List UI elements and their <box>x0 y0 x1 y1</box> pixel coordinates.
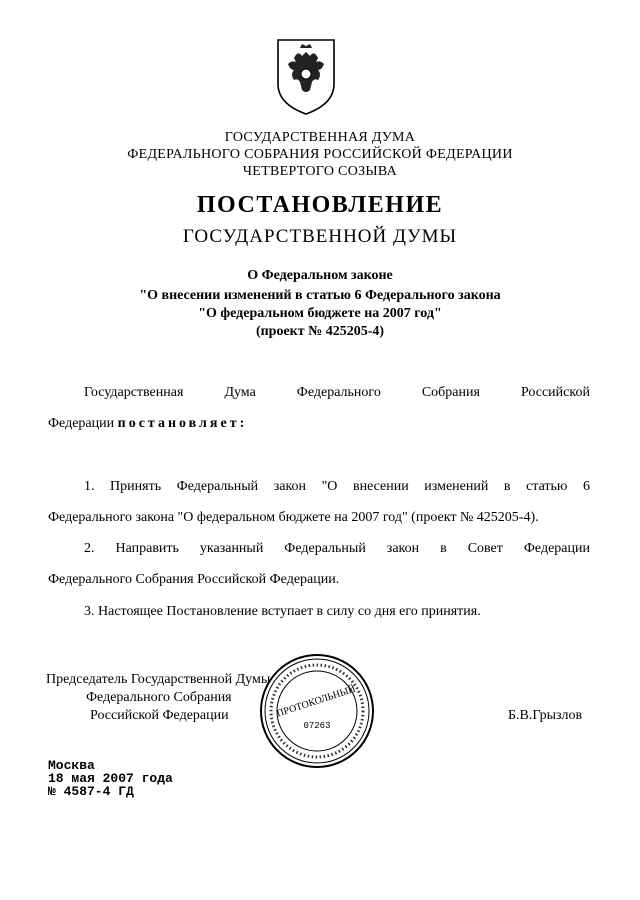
item-2-word: закон <box>386 541 420 556</box>
item-2-word: Совет <box>467 541 503 556</box>
preamble-line-2 <box>48 416 247 432</box>
signatory-name: Б.В.Грызлов <box>508 708 583 723</box>
item-1-word: закон <box>273 479 307 494</box>
document-title: ПОСТАНОВЛЕНИЕ <box>196 192 444 218</box>
subject-line-2: "О внесении изменений в статью 6 Федерального закона <box>139 288 501 303</box>
item-2-line-1 <box>84 541 590 557</box>
item-2-word: 2. <box>84 541 95 556</box>
item-1-word: в <box>503 479 511 494</box>
header-line-2: ФЕДЕРАЛЬНОГО СОБРАНИЯ РОССИЙСКОЙ ФЕДЕРАЦИИ <box>127 147 513 162</box>
document-subtitle: ГОСУДАРСТВЕННОЙ ДУМЫ <box>182 226 458 247</box>
item-3-line-1: 3. Настоящее Постановление вступает в силу со дня его принятия. <box>84 604 481 619</box>
item-1-line-1 <box>84 479 590 495</box>
item-2-word: в <box>440 541 447 556</box>
header-line-3: ЧЕТВЕРТОГО СОЗЫВА <box>242 164 398 179</box>
seal-stamp-icon <box>258 652 376 770</box>
signature-line-1: Председатель Государственной Думы <box>46 672 271 687</box>
item-2-word: Федеральный <box>284 541 366 556</box>
subject-line-3: "О федеральном бюджете на 2007 год" <box>198 306 442 321</box>
signature-line-2: Федерального Собрания <box>86 690 232 705</box>
item-2-word: указанный <box>199 541 264 556</box>
item-2-word: Направить <box>115 541 179 556</box>
preamble-word: Федерального <box>296 385 381 400</box>
preamble-word: Российской <box>520 385 590 400</box>
footer-date: 18 мая 2007 года <box>48 771 173 786</box>
footer-number: № 4587-4 ГД <box>48 784 134 799</box>
item-1-word: внесении <box>352 479 409 494</box>
subject-line-4: (проект № 425205-4) <box>255 324 385 339</box>
coat-of-arms-icon <box>272 36 340 116</box>
seal-center-text: ПРОТОКОЛЬНЫЙ <box>275 683 358 720</box>
item-2-line-2: Федерального Собрания Российской Федерации. <box>48 572 340 587</box>
seal-number: 07263 <box>303 721 331 731</box>
header-line-1: ГОСУДАРСТВЕННАЯ ДУМА <box>224 130 416 145</box>
item-1-word: Принять <box>110 479 162 494</box>
footer-city: Москва <box>48 758 95 773</box>
preamble-decree-word: постановляет: <box>117 416 248 431</box>
preamble-word: Государственная <box>84 385 184 400</box>
preamble-word: Дума <box>224 385 256 400</box>
preamble-word: Собрания <box>421 385 480 400</box>
signature-line-3: Российской Федерации <box>90 708 229 723</box>
item-1-word: Федеральный <box>176 479 259 494</box>
preamble-line-1 <box>84 385 590 401</box>
item-1-word: "О <box>321 479 338 494</box>
preamble-text: Федерации <box>48 416 115 431</box>
item-1-line-2: Федерального закона "О федеральном бюджете на 2007 год" (проект № 425205-4). <box>48 510 539 525</box>
item-1-word: 1. <box>84 479 95 494</box>
item-1-word: 6 <box>582 479 590 494</box>
item-1-word: изменений <box>424 479 489 494</box>
subject-line-1: О Федеральном законе <box>247 268 393 283</box>
item-1-word: статью <box>526 479 568 494</box>
item-2-word: Федерации <box>523 541 590 556</box>
